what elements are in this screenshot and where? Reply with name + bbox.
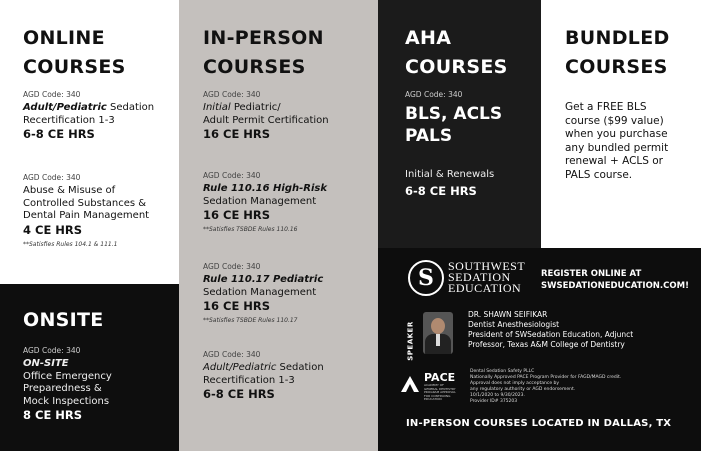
southwest-sedation-logo-icon: S xyxy=(408,260,444,296)
online-courses-panel xyxy=(0,0,179,284)
speaker-info: DR. SHAWN SEIFIKAR Dentist Anesthesiologist President of SWSedation Education, Adjunct Professor, Texas A&M College of Dentistry xyxy=(468,310,634,349)
online-course-abuse-misuse: AGD Code: 340 Abuse & Misuse of Controlled Substances & Dental Pain Management 4 CE HRS **Satisfies Rules 104.1 & 111.1 xyxy=(23,173,150,248)
pace-logo-icon xyxy=(400,374,420,394)
in-person-heading: IN-PERSON COURSES xyxy=(203,27,324,78)
location-text: IN-PERSON COURSES LOCATED IN DALLAS, TX xyxy=(406,418,672,429)
pace-approval-text: Dental Sedation Safety PLLC Nationally Approved PACE Program Provider for FAGD/MAGD credit. Approval does not imply acceptance by any regulatory authority or AGD endorsement. 10/1/2020 to 9/30/2023. Provider ID# 375203 xyxy=(470,369,622,404)
in-person-course-rule-110-17: AGD Code: 340 Rule 110.17 Pediatric Sedation Management 16 CE HRS **Satisfies TSBDE Rules 110.17 xyxy=(203,262,324,324)
online-heading: ONLINE COURSES xyxy=(23,27,126,78)
onsite-course: AGD Code: 340 ON-SITE Office Emergency Preparedness & Mock Inspections 8 CE HRS xyxy=(23,346,112,422)
in-person-course-rule-110-16: AGD Code: 340 Rule 110.16 High-Risk Sedation Management 16 CE HRS **Satisfies TSBDE Rules 110.16 xyxy=(203,171,327,233)
southwest-sedation-logo-text: SOUTHWEST SEDATION EDUCATION xyxy=(448,259,526,295)
aha-heading: AHA COURSES xyxy=(405,27,508,78)
online-course-sedation-recert: AGD Code: 340 Adult/Pediatric Sedation Recertification 1-3 6-8 CE HRS xyxy=(23,90,155,141)
speaker-photo xyxy=(423,312,453,354)
speaker-label: SPEAKER xyxy=(407,321,415,361)
pace-logo-text: PACE ACADEMY OF GENERAL DENTISTRY PROGRAM APPROVAL FOR CONTINUING EDUCATION xyxy=(424,371,456,402)
onsite-panel xyxy=(0,284,179,451)
in-person-courses-panel xyxy=(179,0,378,451)
info-footer-panel xyxy=(378,248,701,451)
bundled-courses-panel xyxy=(541,0,701,248)
aha-course: AGD Code: 340 BLS, ACLS PALS Initial & Renewals 6-8 CE HRS xyxy=(405,90,503,198)
in-person-course-sedation-recert: AGD Code: 340 Adult/Pediatric Sedation Recertification 1-3 6-8 CE HRS xyxy=(203,350,324,401)
register-online-text: REGISTER ONLINE AT SWSEDATIONEDUCATION.COM! xyxy=(541,269,689,291)
onsite-heading: ONSITE xyxy=(23,309,104,331)
aha-courses-panel xyxy=(378,0,541,248)
bundled-heading: BUNDLED COURSES xyxy=(565,27,670,78)
in-person-course-initial-permit: AGD Code: 340 Initial Pediatric/ Adult Permit Certification 16 CE HRS xyxy=(203,90,329,141)
bundled-offer-text: Get a FREE BLS course ($99 value) when you purchase any bundled permit renewal + ACLS or PALS course. xyxy=(565,101,669,181)
